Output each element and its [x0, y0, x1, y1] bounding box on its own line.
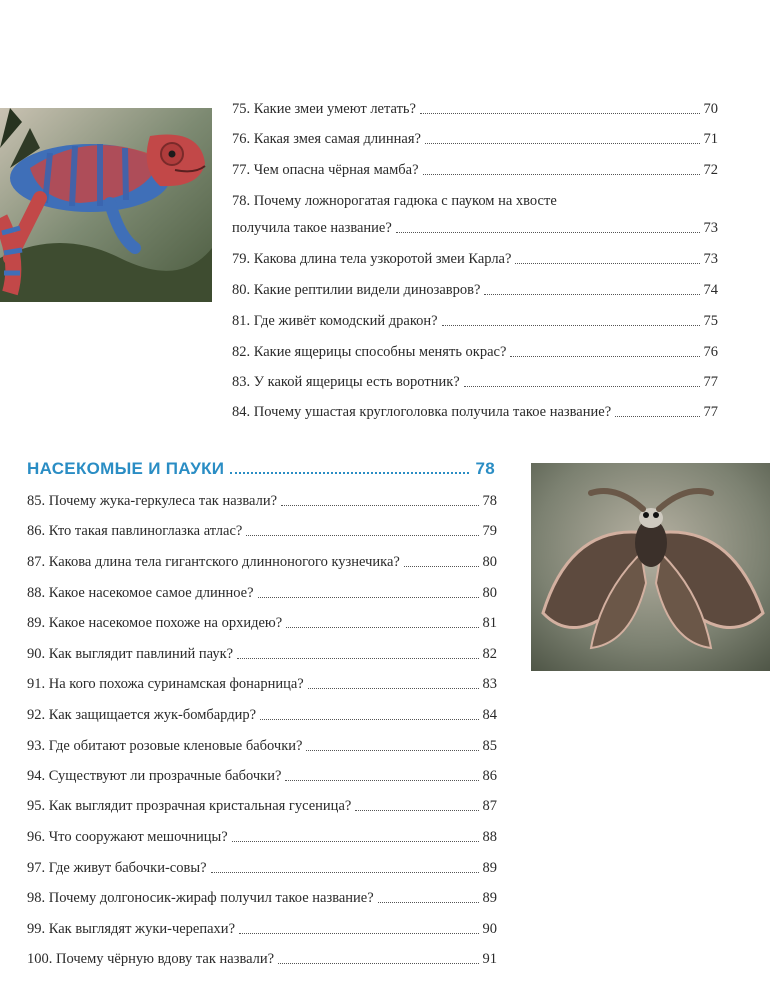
toc-entry-page: 91	[482, 951, 497, 967]
toc-entry-page: 77	[703, 374, 718, 390]
toc-entry-label: 87. Какова длина тела гигантского длинноногого кузнечика?	[27, 554, 400, 570]
toc-entry-label: 82. Какие ящерицы способны менять окрас?	[232, 344, 507, 360]
toc-entry-label: 89. Какое насекомое похоже на орхидею?	[27, 615, 283, 631]
toc-entry-99[interactable]	[27, 920, 497, 938]
toc-entry-83[interactable]	[232, 373, 718, 391]
toc-entry-page: 75	[703, 313, 718, 329]
toc-entry-label: 78. Почему ложнорогатая гадюка с пауком на хвосте	[232, 193, 557, 209]
toc-entry-page: 81	[482, 615, 497, 631]
toc-entry-82[interactable]	[232, 343, 718, 361]
toc-entry-page: 80	[482, 585, 497, 601]
toc-entry-97[interactable]	[27, 859, 497, 877]
leader-dots	[484, 294, 699, 295]
leader-dots	[425, 143, 700, 144]
toc-entry-page: 79	[482, 523, 497, 539]
toc-entry-page: 89	[482, 860, 497, 876]
leader-dots	[355, 810, 478, 811]
toc-entry-77[interactable]	[232, 161, 718, 179]
leader-dots	[285, 780, 478, 781]
leader-dots	[404, 566, 479, 567]
toc-entry-label: 93. Где обитают розовые кленовые бабочки?	[27, 738, 303, 754]
leader-dots	[615, 416, 699, 417]
toc-entry-page: 80	[482, 554, 497, 570]
toc-entry-78-line1[interactable]	[232, 192, 718, 210]
toc-entry-95[interactable]	[27, 797, 497, 815]
toc-entry-page: 73	[703, 251, 718, 267]
section-page: 78	[475, 459, 495, 478]
toc-entry-page: 74	[703, 282, 718, 298]
leader-dots	[258, 597, 479, 598]
toc-entry-page: 88	[482, 829, 497, 845]
leader-dots	[239, 933, 478, 934]
toc-entry-label: 99. Как выглядят жуки-черепахи?	[27, 921, 236, 937]
toc-entry-78-line2[interactable]	[232, 219, 718, 237]
toc-entry-label: 75. Какие змеи умеют летать?	[232, 101, 416, 117]
toc-entry-label: 97. Где живут бабочки-совы?	[27, 860, 207, 876]
leader-dots	[442, 325, 700, 326]
toc-entry-85[interactable]	[27, 492, 497, 510]
toc-entry-label: 77. Чем опасна чёрная мамба?	[232, 162, 419, 178]
toc-entry-89[interactable]	[27, 614, 497, 632]
toc-entry-label: получила такое название?	[232, 220, 392, 236]
leader-dots	[308, 688, 479, 689]
toc-entry-75[interactable]	[232, 100, 718, 118]
toc-entry-label: 83. У какой ящерицы есть воротник?	[232, 374, 460, 390]
toc-entry-label: 79. Какова длина тела узкоротой змеи Карла?	[232, 251, 512, 267]
toc-entry-page: 85	[482, 738, 497, 754]
toc-entry-98[interactable]	[27, 889, 497, 907]
toc-entry-80[interactable]	[232, 281, 718, 299]
leader-dots	[281, 505, 478, 506]
toc-entry-label: 94. Существуют ли прозрачные бабочки?	[27, 768, 282, 784]
toc-entry-label: 90. Как выглядит павлиний паук?	[27, 646, 234, 662]
leader-dots	[260, 719, 478, 720]
toc-entry-93[interactable]	[27, 737, 497, 755]
leader-dots	[396, 232, 700, 233]
toc-entry-page: 77	[703, 404, 718, 420]
toc-entry-page: 76	[703, 344, 718, 360]
toc-entry-label: 80. Какие рептилии видели динозавров?	[232, 282, 481, 298]
toc-entry-88[interactable]	[27, 584, 497, 602]
leader-dots	[306, 750, 478, 751]
toc-entry-96[interactable]	[27, 828, 497, 846]
toc-entry-87[interactable]	[27, 553, 497, 571]
section-title: НАСЕКОМЫЕ И ПАУКИ	[27, 459, 225, 478]
toc-entry-page: 72	[703, 162, 718, 178]
toc-entry-81[interactable]	[232, 312, 718, 330]
toc-entry-label: 98. Почему долгоносик-жираф получил такое название?	[27, 890, 374, 906]
toc-entry-90[interactable]	[27, 645, 497, 663]
toc-entry-91[interactable]	[27, 675, 497, 693]
leader-dots	[246, 535, 478, 536]
toc-entry-page: 84	[482, 707, 497, 723]
leader-dots	[237, 658, 478, 659]
toc-entry-92[interactable]	[27, 706, 497, 724]
toc-entry-page: 87	[482, 798, 497, 814]
leader-dots	[232, 841, 479, 842]
leader-dots	[515, 263, 699, 264]
leader-dots	[423, 174, 700, 175]
toc-entry-page: 78	[482, 493, 497, 509]
section-heading[interactable]	[27, 459, 495, 479]
toc-entry-label: 86. Кто такая павлиноглазка атлас?	[27, 523, 243, 539]
toc-entry-86[interactable]	[27, 522, 497, 540]
toc-entry-94[interactable]	[27, 767, 497, 785]
toc-entry-page: 83	[482, 676, 497, 692]
toc-entry-label: 100. Почему чёрную вдову так назвали?	[27, 951, 275, 967]
toc-entry-label: 91. На кого похожа суринамская фонарница?	[27, 676, 304, 692]
chameleon-illustration	[0, 108, 212, 302]
leader-dots	[420, 113, 700, 114]
toc-entry-label: 81. Где живёт комодский дракон?	[232, 313, 438, 329]
toc-entry-page: 82	[482, 646, 497, 662]
toc-entry-label: 84. Почему ушастая круглоголовка получила такое название?	[232, 404, 612, 420]
toc-entry-label: 88. Какое насекомое самое длинное?	[27, 585, 254, 601]
toc-entry-100[interactable]	[27, 950, 497, 968]
leader-dots	[464, 386, 700, 387]
moth-illustration	[531, 463, 770, 671]
toc-entry-79[interactable]	[232, 250, 718, 268]
leader-dots	[278, 963, 478, 964]
leader-dots	[378, 902, 479, 903]
toc-entry-label: 76. Какая змея самая длинная?	[232, 131, 421, 147]
toc-entry-page: 86	[482, 768, 497, 784]
toc-entry-page: 89	[482, 890, 497, 906]
toc-entry-page: 90	[482, 921, 497, 937]
toc-entry-page: 73	[703, 220, 718, 236]
toc-entry-page: 70	[703, 101, 718, 117]
toc-entry-label: 96. Что сооружают мешочницы?	[27, 829, 228, 845]
toc-entry-label: 92. Как защищается жук-бомбардир?	[27, 707, 257, 723]
toc-entry-84[interactable]	[232, 403, 718, 421]
toc-entry-76[interactable]	[232, 130, 718, 148]
leader-dots	[211, 872, 479, 873]
toc-entry-page: 71	[703, 131, 718, 147]
leader-dots	[286, 627, 478, 628]
leader-dots	[510, 356, 699, 357]
toc-entry-label: 85. Почему жука-геркулеса так назвали?	[27, 493, 278, 509]
toc-entry-label: 95. Как выглядит прозрачная кристальная гусеница?	[27, 798, 352, 814]
leader-dots	[230, 472, 469, 474]
